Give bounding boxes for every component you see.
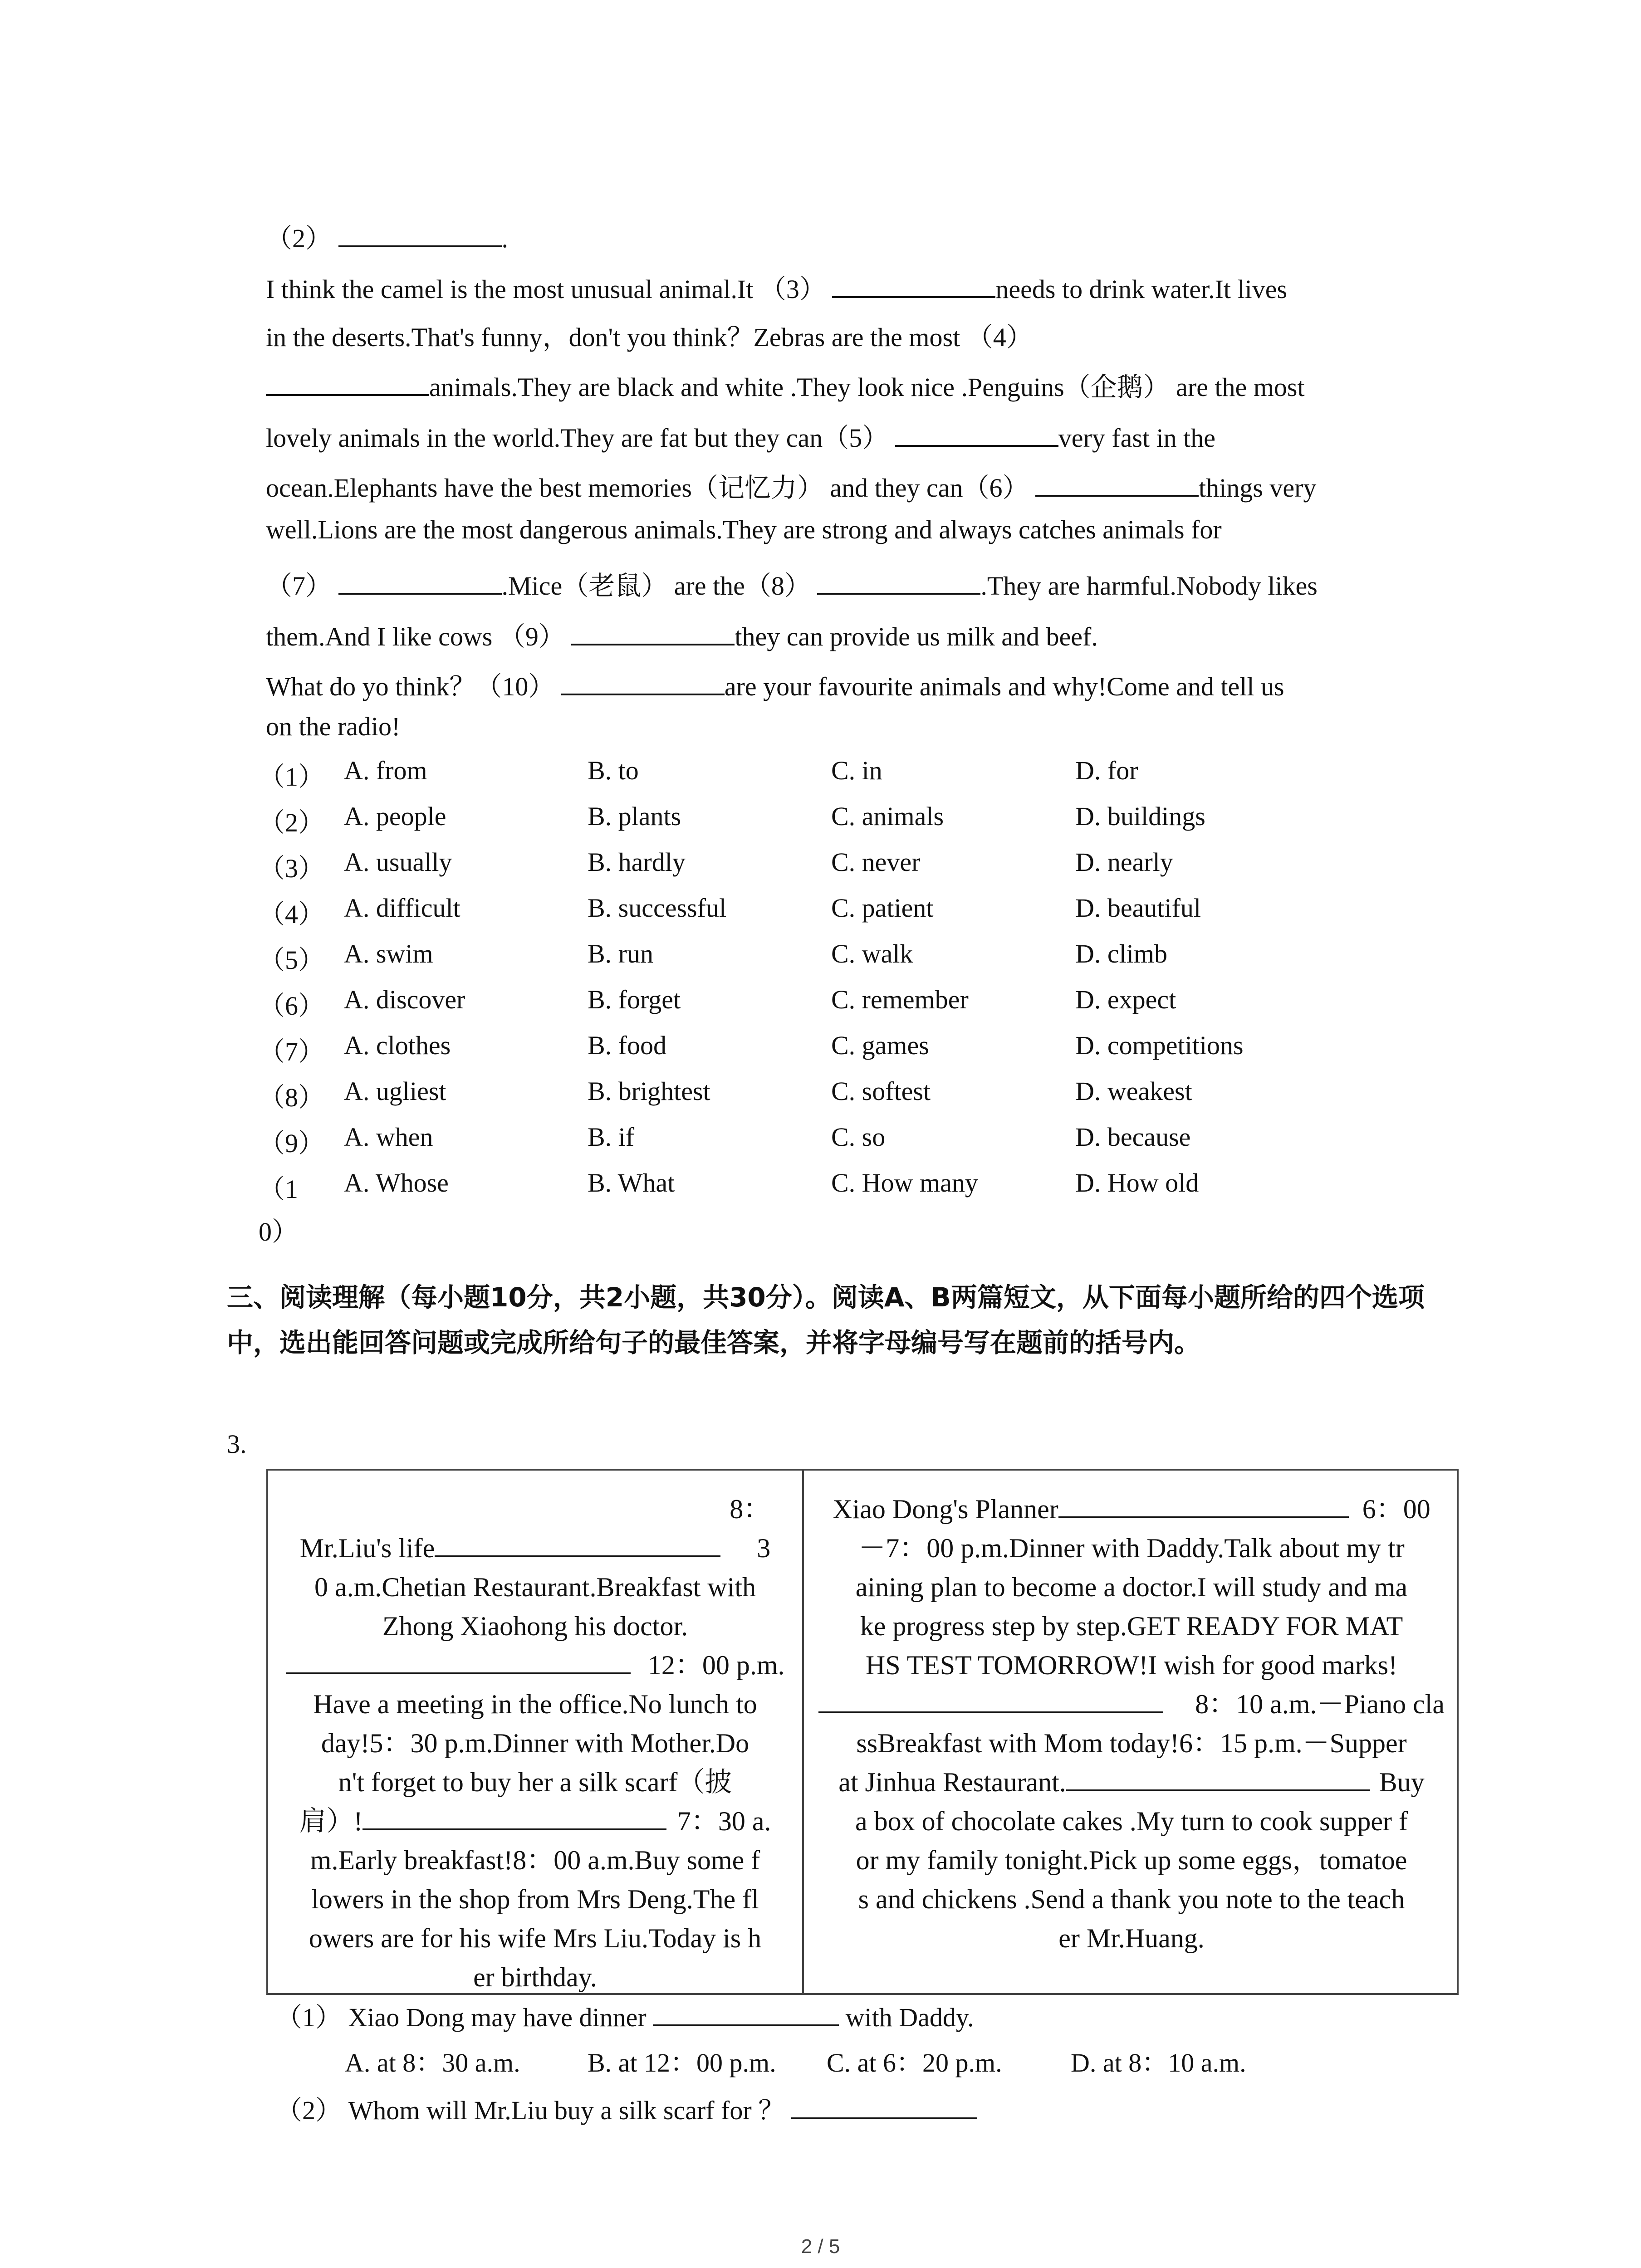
option-b[interactable]: B. What <box>588 1168 675 1198</box>
option-d[interactable]: D. weakest <box>1075 1076 1192 1106</box>
option-b[interactable]: B. forget <box>588 985 681 1014</box>
option-b[interactable]: B. food <box>588 1031 666 1060</box>
answer-blank[interactable] <box>561 670 725 695</box>
option-d[interactable]: D. How old <box>1075 1168 1199 1198</box>
option-c[interactable]: C. softest <box>831 1076 931 1106</box>
option-row: （9） A. when B. if C. so D. because <box>259 1122 1191 1158</box>
option-a[interactable]: A. Whose <box>344 1168 449 1198</box>
option-d[interactable]: D. for <box>1075 756 1138 785</box>
option-d[interactable]: D. climb <box>1075 939 1167 968</box>
option-a[interactable]: A. swim <box>344 939 433 968</box>
option-b[interactable]: B. at 12：00 p.m. <box>588 2048 776 2077</box>
option-c[interactable]: C. in <box>831 756 882 785</box>
option-row: （4） A. difficult B. successful C. patient D. beautiful <box>259 893 1201 929</box>
option-a[interactable]: A. people <box>344 802 446 831</box>
answer-blank[interactable] <box>791 2094 977 2119</box>
subquestion-1-options <box>345 2041 520 2079</box>
answer-blank[interactable] <box>338 222 502 247</box>
page-number: 2 / 5 <box>801 2235 840 2258</box>
passage-line: them.And I like cows （9） they can provide us milk and beef. <box>266 615 1098 653</box>
option-c[interactable]: C. at 6：20 p.m. <box>827 2048 1002 2077</box>
option-a[interactable]: A. difficult <box>344 893 460 923</box>
option-b[interactable]: B. brightest <box>588 1076 710 1106</box>
option-d[interactable]: D. competitions <box>1075 1031 1244 1060</box>
answer-blank[interactable] <box>266 371 429 396</box>
passage-line: lovely animals in the world.They are fat but they can（5） very fast in the <box>266 416 1215 455</box>
option-row: （1） A. from B. to C. in D. for <box>259 756 1138 792</box>
option-row: （8） A. ugliest B. brightest C. softest D. weakest <box>259 1076 1192 1112</box>
option-c[interactable]: C. patient <box>831 893 934 923</box>
passage-line: ocean.Elephants have the best memories（记忆力） and they can（6） things very <box>266 466 1316 504</box>
option-a[interactable]: A. clothes <box>344 1031 451 1060</box>
option-b[interactable]: B. plants <box>588 802 681 831</box>
option-c[interactable]: C. remember <box>831 985 969 1014</box>
option-b[interactable]: B. successful <box>588 893 727 923</box>
option-a[interactable]: A. from <box>344 756 427 785</box>
option-b[interactable]: B. hardly <box>588 847 686 877</box>
option-b[interactable]: B. if <box>588 1122 635 1152</box>
answer-blank[interactable] <box>817 569 980 595</box>
subquestion-1: （1） Xiao Dong may have dinner with Daddy. <box>276 1996 974 2034</box>
option-a[interactable]: A. ugliest <box>344 1076 446 1106</box>
question-number: 3. <box>227 1429 247 1459</box>
option-c[interactable]: C. How many <box>831 1168 978 1198</box>
option-b[interactable]: B. to <box>588 756 639 785</box>
options-list <box>259 755 1438 1246</box>
cell-xiao-dong: Xiao Dong's Planner 6：00 －7：00 p.m.Dinner with Daddy.Talk about my tr aining plan to become a doctor.I will study and ma ke progress step by step.GET READY FOR MAT HS TEST TOMORROW!I wish for good marks! 8：10 a.m.－Piano cla ssBreakfast with Mom today!6：15 p.m.－Supper at Jinhua Restaurant. Buy a box of chocolate cakes .My turn to cook supper f or my family tonight.Pick up some eggs，tomatoe s and chickens .Send a thank you note to the teach er Mr.Huang. <box>814 1490 1449 1958</box>
passage-line: （7） .Mice（老鼠） are the（8） .They are harmful.Nobody likes <box>266 564 1318 602</box>
option-d[interactable]: D. nearly <box>1075 847 1173 877</box>
answer-blank[interactable] <box>1035 471 1199 497</box>
option-row: （2） A. people B. plants C. animals D. buildings <box>259 802 1205 837</box>
reading-table <box>266 1469 1459 1995</box>
option-b[interactable]: B. run <box>588 939 653 968</box>
passage-line: well.Lions are the most dangerous animals.They are strong and always catches animals for <box>266 515 1222 544</box>
option-row: （1 0） A. Whose B. What C. How many D. How old <box>259 1168 1199 1246</box>
option-c[interactable]: C. games <box>831 1031 929 1060</box>
answer-blank[interactable] <box>832 273 995 298</box>
answer-blank[interactable] <box>653 2001 839 2026</box>
section-heading: 三、阅读理解（每小题10分，共2小题，共30分）。阅读A、B两篇短文，从下面每小题所给的四个选项中，选出能回答问题或完成所给句子的最佳答案，并将字母编号写在题前的括号内。 <box>227 1282 1425 1358</box>
option-a[interactable]: A. discover <box>344 985 465 1014</box>
passage-line: （2） . <box>266 217 508 255</box>
passage-line: I think the camel is the most unusual animal.It （3） needs to drink water.It lives <box>266 268 1287 306</box>
answer-blank[interactable] <box>895 421 1058 447</box>
option-row: （7） A. clothes B. food C. games D. competitions <box>259 1031 1244 1066</box>
passage-line: in the deserts.That's funny，don't you think？Zebras are the most （4） <box>266 323 1033 352</box>
option-c[interactable]: C. animals <box>831 802 944 831</box>
answer-blank[interactable] <box>338 569 502 595</box>
option-a[interactable]: A. when <box>344 1122 433 1152</box>
cell-mr-liu: Mr.Liu's life8：3 0 a.m.Chetian Restaurant.Breakfast with Zhong Xiaohong his doctor. 12：00 p.m. Have a meeting in the office.No lunch to day!5：30 p.m.Dinner with Mother.Do n't forget to buy her a silk scarf（披 肩）! 7：30 a. m.Early breakfast!8：00 a.m.Buy some f lowers in the shop from Mrs Deng.The fl owers are for his wife Mrs Liu.Today is h er birthday. <box>280 1490 790 1997</box>
option-row: （6） A. discover B. forget C. remember D. expect <box>259 985 1176 1021</box>
answer-blank[interactable] <box>571 620 735 645</box>
passage-line: animals.They are black and white .They look nice .Penguins（企鹅） are the most <box>266 366 1305 404</box>
subquestion-2: （2） Whom will Mr.Liu buy a silk scarf for ？ <box>276 2089 977 2127</box>
option-a[interactable]: A. usually <box>344 847 452 877</box>
option-a[interactable]: A. at 8：30 a.m. <box>345 2048 520 2077</box>
option-c[interactable]: C. walk <box>831 939 913 968</box>
table-divider <box>802 1471 804 1993</box>
blank-number: （2） <box>266 224 332 253</box>
option-c[interactable]: C. never <box>831 847 921 877</box>
option-d[interactable]: D. buildings <box>1075 802 1205 831</box>
passage-line: on the radio! <box>266 712 401 741</box>
option-row: （3） A. usually B. hardly C. never D. nearly <box>259 847 1173 883</box>
option-d[interactable]: D. expect <box>1075 985 1176 1014</box>
option-d[interactable]: D. beautiful <box>1075 893 1201 923</box>
option-c[interactable]: C. so <box>831 1122 886 1152</box>
option-d[interactable]: D. because <box>1075 1122 1191 1152</box>
option-d[interactable]: D. at 8：10 a.m. <box>1071 2048 1246 2077</box>
option-row: （5） A. swim B. run C. walk D. climb <box>259 939 1167 975</box>
passage-line: What do yo think？（10） are your favourite animals and why!Come and tell us <box>266 665 1284 703</box>
